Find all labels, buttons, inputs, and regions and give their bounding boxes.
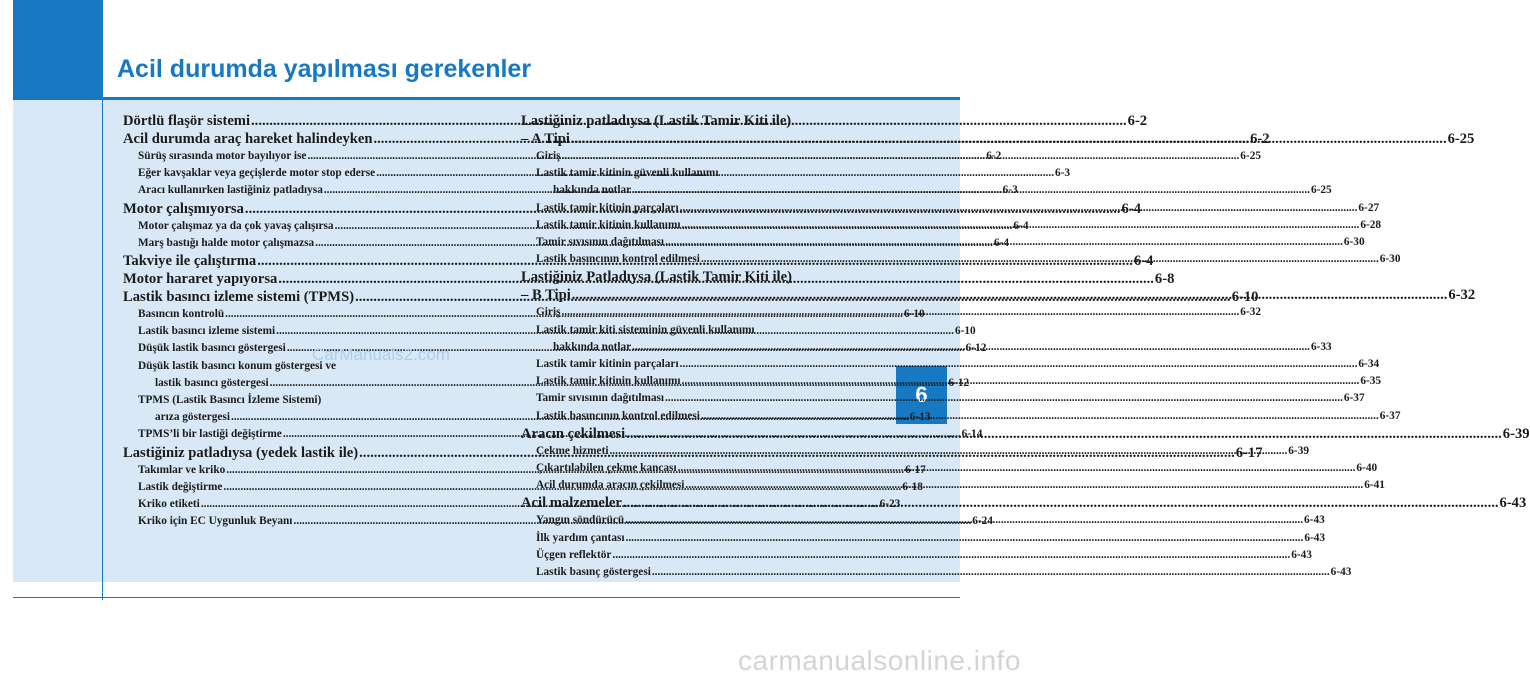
toc-entry-label: Basıncın kontrolü bbox=[138, 308, 225, 321]
toc-leader-dots bbox=[609, 443, 1287, 460]
toc-entry-label: Lastik basınç göstergesi bbox=[536, 566, 651, 579]
toc-page-number: 6-39 bbox=[1502, 425, 1530, 442]
toc-entry-label: Lastik tamir kitinin kullanımı bbox=[536, 218, 681, 231]
toc-page-number: 6-43 bbox=[1499, 495, 1527, 512]
toc-entry-label: Lastik tamir kitinin parçaları bbox=[536, 201, 679, 214]
toc-entry-label: Aracın çekilmesi bbox=[521, 425, 626, 442]
toc-page-number: 6-10 bbox=[1231, 289, 1259, 306]
toc-page-number: 6-27 bbox=[1358, 201, 1380, 214]
header-bar bbox=[0, 0, 960, 100]
toc-leader-dots bbox=[571, 130, 1447, 148]
toc-entry-label: Giriş bbox=[536, 150, 561, 162]
toc-page-number: 6-2 bbox=[986, 150, 1002, 162]
toc-entry-label: – B Tipi bbox=[521, 287, 571, 304]
toc-heading: Düşük lastik basıncı konum göstergesi ve bbox=[138, 359, 337, 372]
toc-leader-dots bbox=[665, 390, 1343, 407]
toc-leader-dots bbox=[561, 304, 1239, 321]
toc-entry-label: Yangın söndürücü bbox=[536, 514, 625, 527]
toc-page-number: 6-8 bbox=[1154, 271, 1175, 288]
toc-entry-label: Giriş bbox=[536, 306, 561, 319]
toc-page-number: 6-25 bbox=[1240, 150, 1262, 162]
toc-entry-label: Lastik basıncı izleme sistemi (TPMS) bbox=[123, 289, 355, 306]
toc-entry-label: Marş bastığı halde motor çalışmazsa bbox=[138, 236, 315, 249]
footer-logo: carmanualsonline.info bbox=[738, 645, 1021, 676]
toc-entry[interactable] bbox=[521, 547, 1312, 564]
toc-page-number: 6-14 bbox=[961, 428, 983, 441]
toc-leader-dots bbox=[572, 286, 1448, 304]
toc-page-number: 6-18 bbox=[902, 480, 923, 493]
toc-page-number: 6-41 bbox=[1364, 479, 1385, 492]
toc-page-number: 6-12 bbox=[948, 376, 970, 389]
toc-entry-label: Lastik değiştirme bbox=[138, 480, 223, 493]
toc-entry-label: Kriko için EC Uygunluk Beyanı bbox=[138, 515, 293, 528]
toc-entry-label: arıza göstergesi bbox=[155, 411, 230, 424]
toc-entry-label: İlk yardım çantası bbox=[536, 531, 625, 544]
toc-entry-label: TPMS’li bir lastiği değiştirme bbox=[138, 428, 282, 441]
toc-page-number: 6-17 bbox=[1235, 444, 1263, 461]
toc-heading: Lastiğiniz patladıysa (Lastik Tamir Kiti ile) bbox=[521, 113, 792, 129]
toc-page-number: 6-33 bbox=[1310, 340, 1332, 353]
toc-entry-label: Eğer kavşaklar veya geçişlerde motor stop ederse bbox=[138, 167, 376, 180]
toc-leader-dots bbox=[685, 477, 1363, 494]
toc-leader-dots bbox=[632, 182, 1310, 199]
toc-page-number: 6-39 bbox=[1288, 444, 1309, 457]
toc-page-number: 6-3 bbox=[1055, 167, 1071, 180]
toc-entry-label: Çıkartılabilen çekme kancası bbox=[536, 462, 677, 475]
toc-entry[interactable] bbox=[521, 530, 1326, 547]
toc-entry-label: Motor hararet yapıyorsa bbox=[123, 271, 278, 288]
toc-page-number: 6-24 bbox=[972, 515, 993, 528]
toc-entry-label: Motor çalışmaz ya da çok yavaş çalışırsa bbox=[138, 219, 334, 232]
toc-page-number: 6-10 bbox=[954, 325, 976, 338]
margin-line bbox=[102, 0, 103, 600]
toc-page-number: 6-2 bbox=[1127, 113, 1148, 129]
header-color-block bbox=[13, 0, 102, 100]
bottom-divider bbox=[13, 597, 960, 598]
toc-entry[interactable] bbox=[521, 390, 1365, 407]
toc-page-number: 6-43 bbox=[1304, 514, 1325, 527]
chapter-tab[interactable]: 6 bbox=[896, 366, 947, 424]
toc-entry-label: hakkında notlar bbox=[553, 340, 632, 353]
toc-heading: TPMS (Lastik Basıncı İzleme Sistemi) bbox=[138, 394, 322, 407]
toc-leader-dots bbox=[682, 217, 1360, 234]
toc-entry-label: Acil durumda aracın çekilmesi bbox=[536, 479, 685, 492]
toc-entry[interactable] bbox=[521, 564, 1352, 581]
toc-page-number: 6-35 bbox=[1360, 375, 1382, 388]
toc-page-number: 6-25 bbox=[1310, 184, 1332, 197]
toc-page-number: 6-23 bbox=[879, 498, 901, 511]
toc-page-number: 6-30 bbox=[1343, 236, 1365, 249]
toc-leader-dots bbox=[626, 530, 1304, 547]
toc-entry-label: Kriko etiketi bbox=[138, 498, 200, 511]
toc-entry-label: Lastik tamir kitinin parçaları bbox=[536, 358, 679, 371]
toc-entry[interactable] bbox=[521, 356, 1380, 373]
toc-entry-label: – A Tipi bbox=[521, 131, 570, 147]
toc-entry-label: Motor çalışmıyorsa bbox=[123, 200, 244, 217]
toc-leader-dots bbox=[632, 339, 1310, 356]
toc-entry-label: Sürüş sırasında motor bayılıyor ise bbox=[138, 150, 307, 162]
toc-heading: Lastiğiniz Patladıysa (Lastik Tamir Kiti ile) bbox=[521, 269, 792, 286]
toc-entry-label: Tamir sıvısının dağıtılması bbox=[536, 236, 665, 249]
toc-page-number: 6-13 bbox=[909, 411, 931, 424]
toc-page-number: 6-40 bbox=[1356, 462, 1378, 475]
toc-heading: Lastik tamir kitinin güvenli kullanımı bbox=[536, 167, 719, 180]
toc-page-number: 6-2 bbox=[1250, 131, 1270, 147]
toc-entry-label: Takviye ile çalıştırma bbox=[123, 253, 257, 270]
toc-entry-label: Üçgen reflektör bbox=[536, 548, 612, 561]
toc-page-number: 6-43 bbox=[1291, 548, 1312, 561]
toc-leader-dots bbox=[623, 494, 1499, 512]
toc-page-number: 6-37 bbox=[1343, 392, 1365, 405]
toc-page-number: 6-43 bbox=[1330, 566, 1352, 579]
toc-entry-label: Lastik basıncının kontrol edilmesi bbox=[536, 253, 700, 266]
toc-page-number: 6-30 bbox=[1379, 253, 1401, 266]
toc-leader-dots bbox=[680, 200, 1358, 217]
toc-page-number: 6-3 bbox=[1002, 184, 1018, 197]
toc-entry-label: Dörtlü flaşör sistemi bbox=[123, 113, 251, 129]
toc-page-number: 6-43 bbox=[1304, 531, 1326, 544]
toc-page-number: 6-37 bbox=[1379, 409, 1401, 422]
toc-page-number: 6-10 bbox=[903, 308, 925, 321]
toc-leader-dots bbox=[626, 425, 1502, 443]
toc-entry-label: Çekme hizmeti bbox=[536, 444, 609, 457]
toc-entry-label: lastik basıncı göstergesi bbox=[155, 376, 269, 389]
toc-entry-label: Lastiğiniz patladıysa (yedek lastik ile) bbox=[123, 444, 359, 461]
toc-page-number: 6-4 bbox=[1013, 219, 1029, 232]
toc-page-number: 6-12 bbox=[965, 342, 987, 355]
toc-entry-label: hakkında notlar bbox=[553, 184, 632, 197]
toc-page-number: 6-4 bbox=[1121, 200, 1142, 217]
toc-page-number: 6-34 bbox=[1358, 358, 1380, 371]
toc-entry-label: Lastik tamir kitinin kullanımı bbox=[536, 375, 681, 388]
toc-leader-dots bbox=[682, 373, 1360, 390]
toc-page-number: 6-17 bbox=[905, 463, 926, 476]
toc-entry-label: Tamir sıvısının dağıtılması bbox=[536, 392, 665, 405]
page-title: Acil durumda yapılması gerekenler bbox=[117, 55, 532, 83]
toc-page-number: 6-32 bbox=[1448, 287, 1476, 304]
toc-entry[interactable] bbox=[521, 148, 1262, 165]
toc-leader-dots bbox=[701, 408, 1379, 425]
toc-page-number: 6-32 bbox=[1240, 306, 1262, 319]
toc-page-number: 6-25 bbox=[1447, 131, 1475, 147]
toc-entry-label: Lastik basıncının kontrol edilmesi bbox=[536, 409, 700, 422]
toc-page-number: 6-4 bbox=[993, 236, 1010, 249]
toc-entry-label: Düşük lastik basıncı göstergesi bbox=[138, 342, 286, 355]
toc-leader-dots bbox=[652, 564, 1330, 581]
toc-entry-label: Aracı kullanırken lastiğiniz patladıysa bbox=[138, 184, 323, 197]
toc-entry[interactable] bbox=[521, 130, 1475, 148]
toc-leader-dots bbox=[678, 460, 1356, 477]
toc-leader-dots bbox=[701, 251, 1379, 268]
toc-page-number: 6-28 bbox=[1360, 218, 1382, 231]
toc-entry-label: Takımlar ve kriko bbox=[138, 463, 226, 476]
toc-leader-dots bbox=[665, 234, 1343, 251]
toc-entry-label: Acil malzemeler bbox=[521, 495, 622, 512]
toc-leader-dots bbox=[561, 148, 1239, 165]
toc-heading: Lastik tamir kiti sisteminin güvenli kullanımı bbox=[536, 323, 755, 336]
toc-entry-label: Acil durumda araç hareket halindeyken bbox=[123, 131, 373, 147]
toc-page-number: 6-4 bbox=[1133, 253, 1154, 270]
toc-leader-dots bbox=[612, 547, 1290, 564]
toc-entry-label: Lastik basıncı izleme sistemi bbox=[138, 325, 276, 338]
toc-leader-dots bbox=[625, 512, 1303, 529]
watermark: CarManuals2.com bbox=[312, 345, 450, 364]
toc-leader-dots bbox=[680, 356, 1358, 373]
